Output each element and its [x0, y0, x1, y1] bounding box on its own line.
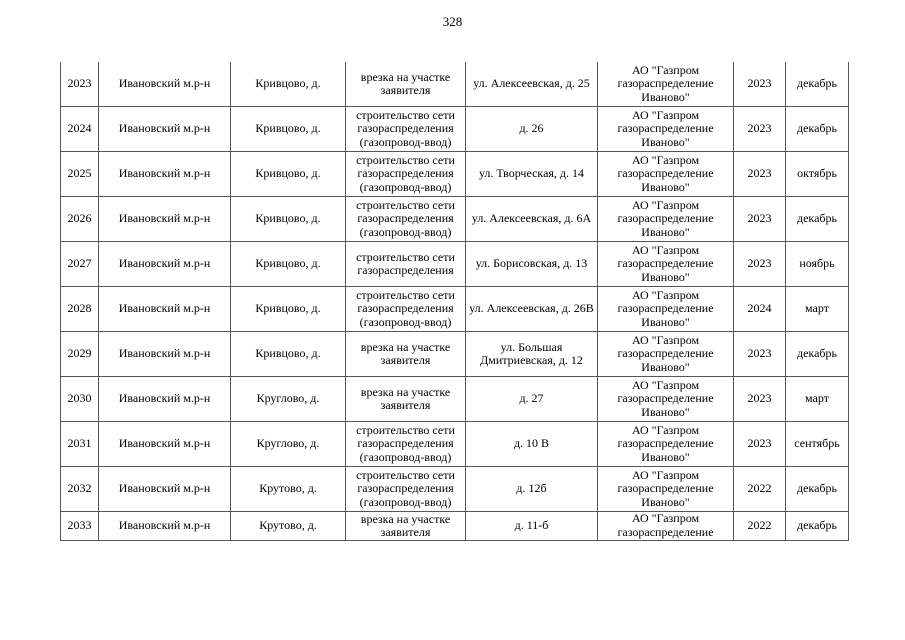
- settlement-cell: Крутово, д.: [231, 512, 346, 541]
- work-type-cell: строительство сети газораспределения (газопровод-ввод): [346, 467, 466, 512]
- address-cell: ул. Борисовская, д. 13: [466, 242, 598, 287]
- district-cell: Ивановский м.р-н: [99, 512, 231, 541]
- month-cell: сентябрь: [786, 422, 849, 467]
- organization-cell: АО "Газпром газораспределение Иваново": [598, 242, 734, 287]
- month-cell: декабрь: [786, 512, 849, 541]
- year-cell: 2023: [734, 242, 786, 287]
- settlement-cell: Круглово, д.: [231, 377, 346, 422]
- district-cell: Ивановский м.р-н: [99, 242, 231, 287]
- organization-cell: АО "Газпром газораспределение Иваново": [598, 152, 734, 197]
- organization-cell: АО "Газпром газораспределение Иваново": [598, 422, 734, 467]
- table-row: [61, 467, 849, 512]
- settlement-cell: Кривцово, д.: [231, 242, 346, 287]
- organization-cell: АО "Газпром газораспределение Иваново": [598, 197, 734, 242]
- row-number: 2024: [61, 107, 99, 152]
- organization-cell: АО "Газпром газораспределение Иваново": [598, 377, 734, 422]
- address-cell: д. 27: [466, 377, 598, 422]
- year-cell: 2023: [734, 332, 786, 377]
- district-cell: Ивановский м.р-н: [99, 377, 231, 422]
- work-type-cell: строительство сети газораспределения (газопровод-ввод): [346, 152, 466, 197]
- year-cell: 2023: [734, 107, 786, 152]
- table-row: [61, 197, 849, 242]
- month-cell: декабрь: [786, 197, 849, 242]
- work-type-cell: врезка на участке заявителя: [346, 62, 466, 107]
- table-row: [61, 332, 849, 377]
- year-cell: 2023: [734, 422, 786, 467]
- district-cell: Ивановский м.р-н: [99, 62, 231, 107]
- table-row: [61, 107, 849, 152]
- address-cell: ул. Алексеевская, д. 6А: [466, 197, 598, 242]
- work-type-cell: врезка на участке заявителя: [346, 332, 466, 377]
- year-cell: 2023: [734, 377, 786, 422]
- year-cell: 2023: [734, 197, 786, 242]
- year-cell: 2023: [734, 152, 786, 197]
- row-number: 2033: [61, 512, 99, 541]
- work-type-cell: строительство сети газораспределения (газопровод-ввод): [346, 107, 466, 152]
- organization-cell: АО "Газпром газораспределение Иваново": [598, 287, 734, 332]
- settlement-cell: Кривцово, д.: [231, 287, 346, 332]
- gasification-table: [60, 62, 849, 541]
- work-type-cell: строительство сети газораспределения: [346, 242, 466, 287]
- month-cell: декабрь: [786, 332, 849, 377]
- month-cell: октябрь: [786, 152, 849, 197]
- address-cell: ул. Алексеевская, д. 26В: [466, 287, 598, 332]
- district-cell: Ивановский м.р-н: [99, 107, 231, 152]
- address-cell: ул. Алексеевская, д. 25: [466, 62, 598, 107]
- table-row: [61, 287, 849, 332]
- table-row: [61, 152, 849, 197]
- address-cell: д. 26: [466, 107, 598, 152]
- work-type-cell: строительство сети газораспределения (газопровод-ввод): [346, 422, 466, 467]
- row-number: 2032: [61, 467, 99, 512]
- address-cell: д. 11-б: [466, 512, 598, 541]
- month-cell: март: [786, 377, 849, 422]
- settlement-cell: Кривцово, д.: [231, 332, 346, 377]
- district-cell: Ивановский м.р-н: [99, 422, 231, 467]
- settlement-cell: Кривцово, д.: [231, 197, 346, 242]
- row-number: 2031: [61, 422, 99, 467]
- district-cell: Ивановский м.р-н: [99, 287, 231, 332]
- page-number: 328: [442, 14, 463, 29]
- organization-cell: АО "Газпром газораспределение Иваново": [598, 107, 734, 152]
- settlement-cell: Крутово, д.: [231, 467, 346, 512]
- month-cell: декабрь: [786, 107, 849, 152]
- work-type-cell: строительство сети газораспределения (газопровод-ввод): [346, 287, 466, 332]
- month-cell: декабрь: [786, 467, 849, 512]
- table-row: [61, 422, 849, 467]
- address-cell: д. 10 В: [466, 422, 598, 467]
- district-cell: Ивановский м.р-н: [99, 332, 231, 377]
- row-number: 2026: [61, 197, 99, 242]
- organization-cell: АО "Газпром газораспределение: [598, 512, 734, 541]
- row-number: 2030: [61, 377, 99, 422]
- year-cell: 2024: [734, 287, 786, 332]
- year-cell: 2023: [734, 62, 786, 107]
- settlement-cell: Кривцово, д.: [231, 107, 346, 152]
- district-cell: Ивановский м.р-н: [99, 467, 231, 512]
- work-type-cell: врезка на участке заявителя: [346, 377, 466, 422]
- organization-cell: АО "Газпром газораспределение Иваново": [598, 332, 734, 377]
- settlement-cell: Круглово, д.: [231, 422, 346, 467]
- settlement-cell: Кривцово, д.: [231, 152, 346, 197]
- work-type-cell: строительство сети газораспределения (газопровод-ввод): [346, 197, 466, 242]
- address-cell: ул. Большая Дмитриевская, д. 12: [466, 332, 598, 377]
- district-cell: Ивановский м.р-н: [99, 152, 231, 197]
- row-number: 2028: [61, 287, 99, 332]
- table-row: [61, 62, 849, 107]
- row-number: 2027: [61, 242, 99, 287]
- year-cell: 2022: [734, 467, 786, 512]
- year-cell: 2022: [734, 512, 786, 541]
- month-cell: декабрь: [786, 62, 849, 107]
- district-cell: Ивановский м.р-н: [99, 197, 231, 242]
- organization-cell: АО "Газпром газораспределение Иваново": [598, 62, 734, 107]
- address-cell: ул. Творческая, д. 14: [466, 152, 598, 197]
- table-row: [61, 512, 849, 541]
- month-cell: март: [786, 287, 849, 332]
- row-number: 2023: [61, 62, 99, 107]
- settlement-cell: Кривцово, д.: [231, 62, 346, 107]
- address-cell: д. 12б: [466, 467, 598, 512]
- row-number: 2025: [61, 152, 99, 197]
- table-row: [61, 242, 849, 287]
- row-number: 2029: [61, 332, 99, 377]
- organization-cell: АО "Газпром газораспределение Иваново": [598, 467, 734, 512]
- table-row: [61, 377, 849, 422]
- work-type-cell: врезка на участке заявителя: [346, 512, 466, 541]
- month-cell: ноябрь: [786, 242, 849, 287]
